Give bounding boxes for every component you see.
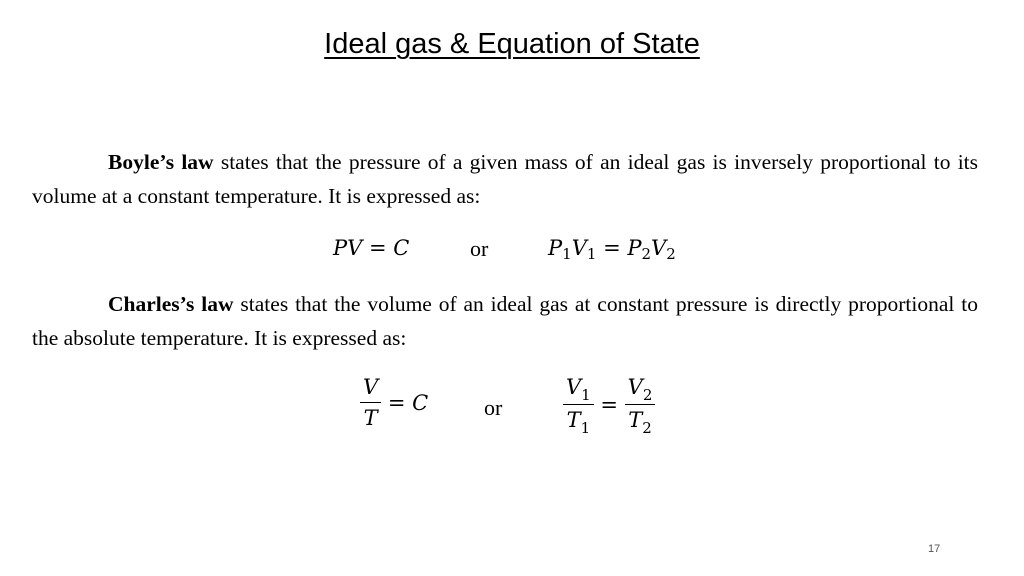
fraction-v1-over-t1: $\frac{V_1}{T_1}$ — [563, 374, 594, 435]
charles-law-term: Charles’s law — [108, 292, 234, 316]
boyles-law-equation-2: P 1 V 1 = P 2 V 2 — [548, 236, 676, 263]
charles-law-equation-1: $\frac{V}{T}$ = C — [360, 374, 428, 431]
charles-law-text: states that the volume of an ideal gas at constant pressure is directly proportional to the absolute temperature. It is expressed as: — [32, 292, 979, 350]
charles-law-or: or — [484, 395, 503, 420]
boyles-law-paragraph — [32, 145, 978, 213]
page-number: 17 — [928, 543, 941, 555]
boyles-law-or: or — [470, 236, 489, 261]
slide-title: Ideal gas & Equation of State — [324, 28, 700, 60]
fraction-v-over-t: $\frac{V}{T}$ — [360, 374, 381, 431]
boyles-law-term: Boyle’s law — [108, 150, 214, 174]
fraction-v2-over-t2: $\frac{V_2}{T_2}$ — [625, 374, 656, 435]
boyles-law-text: states that the pressure of a given mass of an ideal gas is inversely proportional to its volume at a constant temperature. It is expressed as: — [32, 150, 979, 208]
boyles-law-equation-1: PV = C — [333, 236, 410, 260]
charles-law-equation-2: $\frac{V_1}{T_1}$ = $\frac{V_2}{T_2}$ — [563, 374, 655, 435]
charles-law-paragraph — [32, 287, 978, 355]
